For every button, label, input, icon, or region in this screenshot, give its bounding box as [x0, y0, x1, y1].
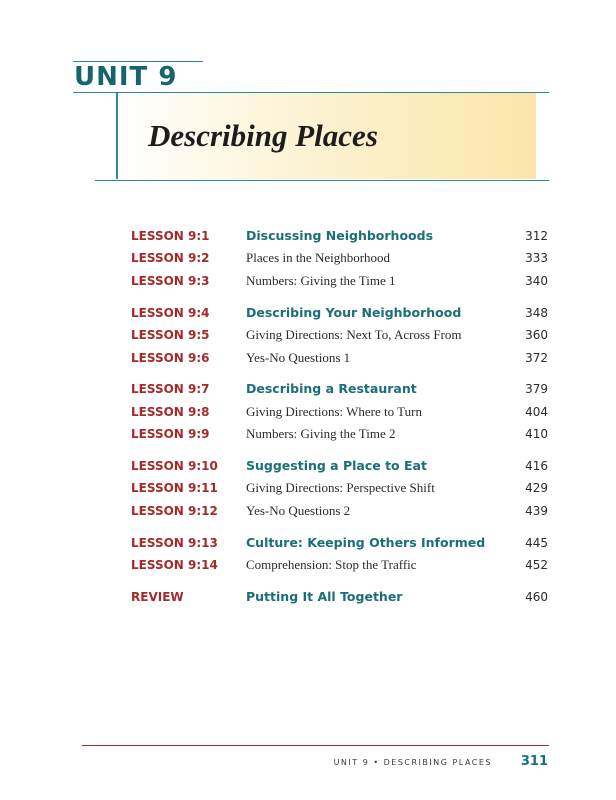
toc-lesson-title: Giving Directions: Next To, Across From — [246, 327, 462, 342]
toc-row[interactable] — [0, 303, 616, 323]
toc-row[interactable] — [0, 478, 616, 498]
toc-lesson-title: Describing a Restaurant — [246, 381, 417, 396]
toc-lesson-number: LESSON 9:3 — [131, 274, 210, 288]
toc-lesson-number: LESSON 9:10 — [131, 459, 218, 473]
toc-lesson-title: Giving Directions: Perspective Shift — [246, 480, 435, 495]
toc-page-number: 445 — [525, 536, 548, 550]
toc-page-number: 452 — [525, 558, 548, 572]
toc-row[interactable] — [0, 271, 616, 291]
toc-page-number: 333 — [525, 251, 548, 265]
toc-lesson-number: LESSON 9:8 — [131, 405, 210, 419]
toc-page-number: 312 — [525, 229, 548, 243]
toc-lesson-number: REVIEW — [131, 590, 184, 604]
toc-lesson-number: LESSON 9:11 — [131, 481, 218, 495]
toc-page-number: 348 — [525, 306, 548, 320]
toc-lesson-number: LESSON 9:13 — [131, 536, 218, 550]
toc-page-number: 360 — [525, 328, 548, 342]
running-head: UNIT 9 • DESCRIBING PLACES — [333, 758, 492, 767]
toc-lesson-number: LESSON 9:9 — [131, 427, 210, 441]
toc-lesson-number: LESSON 9:7 — [131, 382, 210, 396]
toc-row[interactable] — [0, 555, 616, 575]
toc-page-number: 439 — [525, 504, 548, 518]
toc-row[interactable] — [0, 501, 616, 521]
toc-row[interactable] — [0, 424, 616, 444]
toc-lesson-title: Describing Your Neighborhood — [246, 305, 462, 320]
toc-page-number: 379 — [525, 382, 548, 396]
toc-lesson-number: LESSON 9:6 — [131, 351, 210, 365]
toc-lesson-number: LESSON 9:5 — [131, 328, 210, 342]
toc-row[interactable] — [0, 325, 616, 345]
toc-row[interactable] — [0, 348, 616, 368]
toc-lesson-number: LESSON 9:4 — [131, 306, 210, 320]
footer-rule — [82, 745, 549, 746]
toc-row[interactable] — [0, 456, 616, 476]
toc-lesson-title: Comprehension: Stop the Traffic — [246, 557, 417, 572]
toc-lesson-number: LESSON 9:14 — [131, 558, 218, 572]
toc-page-number: 416 — [525, 459, 548, 473]
toc-lesson-title: Putting It All Together — [246, 589, 403, 604]
unit-label: UNIT 9 — [74, 62, 178, 92]
toc-page-number: 372 — [525, 351, 548, 365]
toc-page-number: 460 — [525, 590, 548, 604]
title-bottom-rule — [95, 180, 549, 181]
toc-row[interactable] — [0, 226, 616, 246]
toc-page-number: 429 — [525, 481, 548, 495]
toc-lesson-title: Suggesting a Place to Eat — [246, 458, 427, 473]
chapter-title: Describing Places — [148, 118, 378, 153]
toc-row[interactable] — [0, 402, 616, 422]
toc-page-number: 404 — [525, 405, 548, 419]
chapter-title-banner-gap — [536, 93, 549, 179]
toc-lesson-title: Culture: Keeping Others Informed — [246, 535, 486, 550]
toc-lesson-title: Discussing Neighborhoods — [246, 228, 434, 243]
toc-page-number: 410 — [525, 427, 548, 441]
toc-lesson-number: LESSON 9:12 — [131, 504, 218, 518]
toc-lesson-title: Giving Directions: Where to Turn — [246, 404, 422, 419]
toc-lesson-title: Yes-No Questions 1 — [246, 350, 351, 365]
toc-page-number: 340 — [525, 274, 548, 288]
toc-row[interactable] — [0, 248, 616, 268]
toc-row[interactable] — [0, 587, 616, 607]
toc-lesson-number: LESSON 9:2 — [131, 251, 210, 265]
page-number: 311 — [520, 754, 548, 769]
toc-row[interactable] — [0, 379, 616, 399]
toc-row[interactable] — [0, 533, 616, 553]
toc-lesson-title: Yes-No Questions 2 — [246, 503, 351, 518]
toc-lesson-title: Places in the Neighborhood — [246, 250, 391, 265]
toc-lesson-number: LESSON 9:1 — [131, 229, 210, 243]
toc-lesson-title: Numbers: Giving the Time 2 — [246, 426, 396, 441]
toc-lesson-title: Numbers: Giving the Time 1 — [246, 273, 396, 288]
